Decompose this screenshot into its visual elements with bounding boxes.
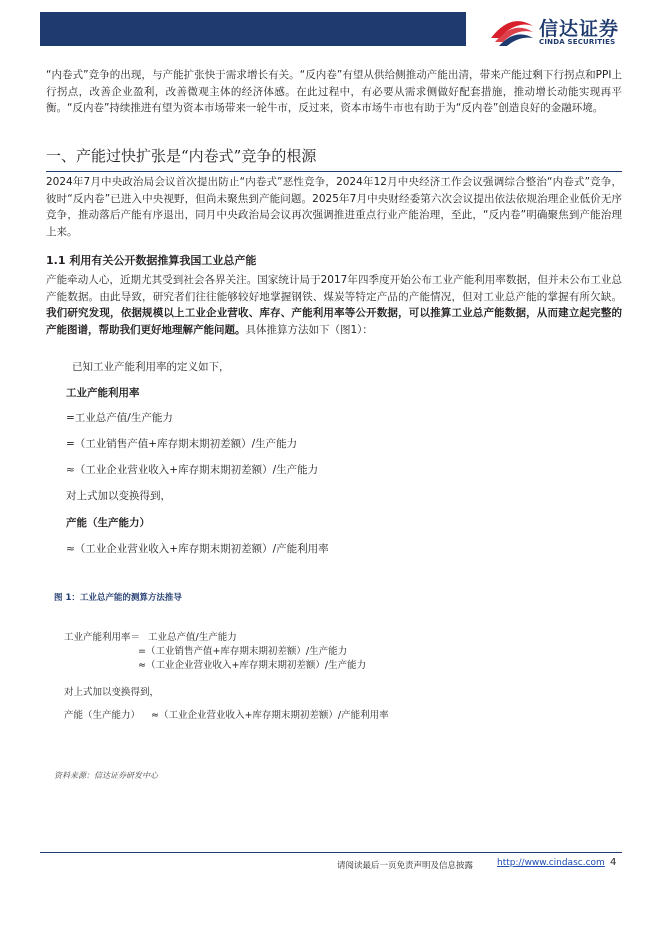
logo-english-name: CINDA SECURITIES — [539, 38, 616, 46]
intro-paragraph: “内卷式”竞争的出现，与产能扩张快于需求增长有关。“反内卷”有望从供给侧推动产能出清，带来产能过剩下行拐点和PPI上行拐点，改善企业盈利，改善微观主体的经济体感。在此过程中，有必要从需求侧做好配套措施，推动增长动能实现再平衡。“反内卷”持续推进有望为资本市场带来一轮牛市，反过来，资本市场牛市也有助于为“反内卷”创造良好的金融环境。 — [46, 69, 622, 114]
figure-row1-label: 工业产能利用率＝ — [64, 632, 141, 643]
subsection-paragraph — [46, 272, 622, 338]
paragraph-bold-finding: 我们研究发现，依据规模以上工业企业营收、库存、产能利用率等公开数据，可以推算工业总产能数据，从而建立起完整的产能图谱，帮助我们更好地理解产能问题。 — [46, 307, 622, 336]
derivation-term: 工业产能利用率 — [66, 387, 140, 399]
footer-divider — [40, 852, 622, 853]
footer-disclaimer: 请阅读最后一页免责声明及信息披露 — [337, 861, 474, 871]
derivation-eq2: =（工业销售产值+库存期末期初差额）/生产能力 — [66, 438, 298, 450]
section-paragraph: 2024年7月中央政治局会议首次提出防止“内卷式”恶性竞争，2024年12月中央经济工作会议强调综合整治“内卷式”竞争，彼时“反内卷”已进入中央视野，但尚未聚焦到产能问题。2025年7月中央财经委第六次会议提出依法依规治理企业低价无序竞争，推动落后产能有序退出，同月中央政治局会议再次强调推进重点行业产能治理，至此，“反内卷”明确聚焦到产能治理上来。 — [46, 176, 622, 238]
derivation-eq1: =工业总产值/生产能力 — [66, 412, 173, 424]
derivation-eq4: ≈（工业企业营业收入+库存期末期初差额）/产能利用率 — [66, 543, 329, 555]
derivation-term2: 产能（生产能力） — [66, 517, 150, 529]
subsection-title: 1.1 利用有关公开数据推算我国工业总产能 — [46, 254, 257, 267]
paragraph-plain-text: 产能牵动人心，近期尤其受到社会各界关注。国家统计局于2017年四季度开始公布工业产能利用率数据，但并未公布工业总产能数据。由此导致，研究者们往往能够较好地掌握钢铁、煤炭等特定产品的产能情况，但对工业总产能的掌握有所欠缺。 — [46, 274, 622, 303]
header-bar — [40, 12, 466, 46]
section-divider — [46, 171, 622, 172]
figure-source: 资料来源：信达证券研发中心 — [54, 771, 158, 780]
figure-row4-value: ≈（工业企业营业收入+库存期末期初差额）/产能利用率 — [151, 710, 389, 721]
figure-row4-label: 产能（生产能力） — [64, 710, 141, 721]
derivation-transform: 对上式加以变换得到， — [66, 490, 171, 502]
cinda-logo — [487, 10, 627, 56]
cinda-logo-mark-icon — [487, 10, 535, 54]
footer-website-link[interactable]: http://www.cindasc.com — [497, 858, 605, 868]
section-title: 一、产能过快扩张是“内卷式”竞争的根源 — [46, 147, 317, 165]
logo-chinese-name: 信达证券 — [539, 18, 620, 40]
derivation-lead: 已知工业产能利用率的定义如下， — [72, 361, 230, 373]
paragraph-tail-text: 具体推算方法如下（图1）： — [245, 323, 373, 336]
page-number: 4 — [610, 857, 617, 868]
figure-row2: =（工业销售产值+库存期末期初差额）/生产能力 — [138, 646, 348, 657]
figure-transform: 对上式加以变换得到， — [64, 687, 160, 698]
figure-row1-value: 工业总产值/生产能力 — [148, 632, 237, 643]
figure-title: 图 1：工业总产能的测算方法推导 — [54, 593, 182, 603]
derivation-eq3: ≈（工业企业营业收入+库存期末期初差额）/生产能力 — [66, 464, 319, 476]
figure-row3: ≈（工业企业营业收入+库存期末期初差额）/生产能力 — [138, 660, 367, 671]
